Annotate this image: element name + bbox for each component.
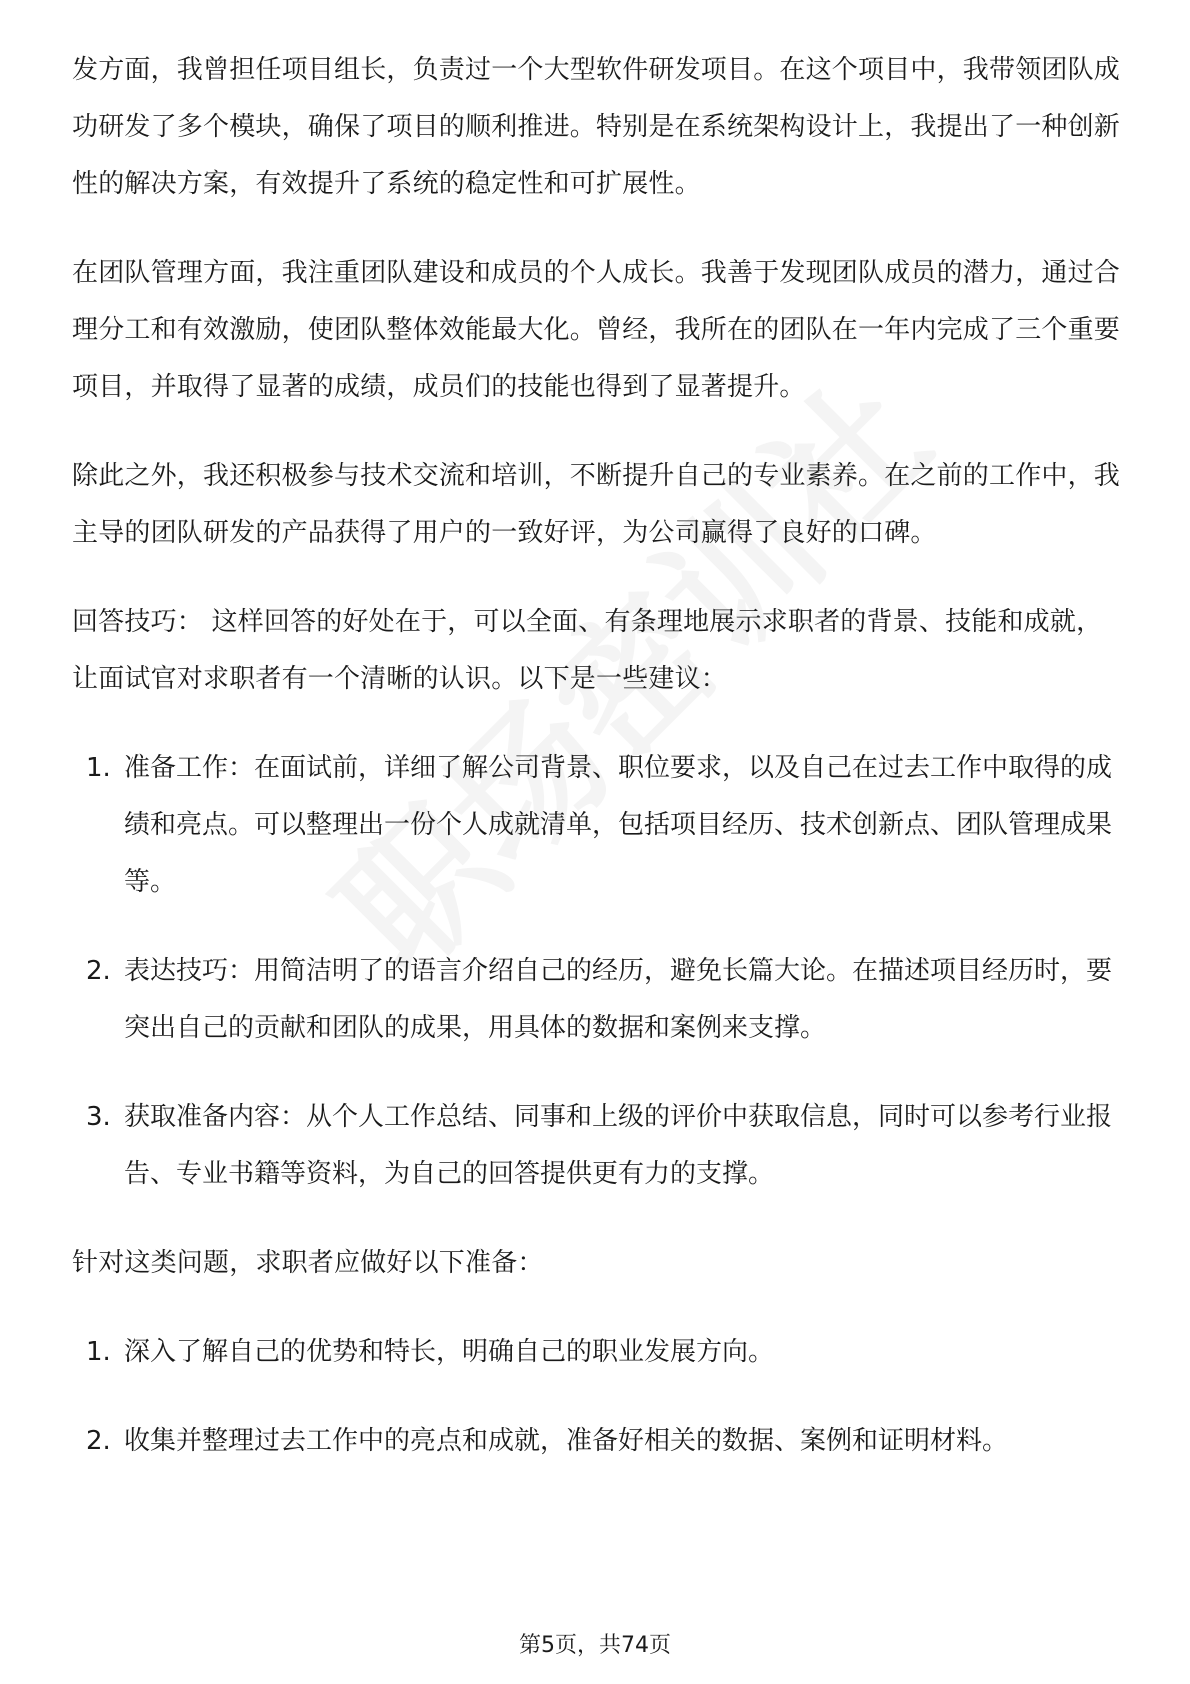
paragraph-prep-intro: 针对这类问题，求职者应做好以下准备： <box>72 1248 544 1278</box>
list-number: 3. <box>86 1102 111 1132</box>
list-item <box>72 1324 1122 1381</box>
paragraph-answer-tips: 回答技巧： 这样回答的好处在于，可以全面、有条理地展示求职者的背景、技能和成就，让面试官对求职者有一个清晰的认识。以下是一些建议： <box>72 607 1103 694</box>
prep-list <box>72 1324 1122 1470</box>
list-item-text: 深入了解自己的优势和特长，明确自己的职业发展方向。 <box>124 1337 775 1367</box>
list-item-text: 获取准备内容：从个人工作总结、同事和上级的评价中获取信息，同时可以参考行业报告、专业书籍等资料，为自己的回答提供更有力的支撑。 <box>124 1102 1113 1189</box>
list-number: 2. <box>86 956 111 986</box>
list-item <box>72 740 1122 911</box>
tips-list <box>72 740 1122 1203</box>
list-item-text: 收集并整理过去工作中的亮点和成就，准备好相关的数据、案例和证明材料。 <box>124 1426 1009 1456</box>
paragraph-tech-exchange: 除此之外，我还积极参与技术交流和培训，不断提升自己的专业素养。在之前的工作中，我主导的团队研发的产品获得了用户的一致好评，为公司赢得了良好的口碑。 <box>72 461 1121 548</box>
page-content <box>72 42 1122 1502</box>
list-number: 1. <box>86 1337 111 1367</box>
list-number: 2. <box>86 1426 111 1456</box>
paragraph-project-experience: 发方面，我曾担任项目组长，负责过一个大型软件研发项目。在这个项目中，我带领团队成功研发了多个模块，确保了项目的顺利推进。特别是在系统架构设计上，我提出了一种创新性的解决方案，有效提升了系统的稳定性和可扩展性。 <box>72 55 1121 199</box>
list-item <box>72 943 1122 1057</box>
paragraph-team-management: 在团队管理方面，我注重团队建设和成员的个人成长。我善于发现团队成员的潜力，通过合理分工和有效激励，使团队整体效能最大化。曾经，我所在的团队在一年内完成了三个重要项目，并取得了显著的成绩，成员们的技能也得到了显著提升。 <box>72 258 1121 402</box>
list-item-text: 表达技巧：用简洁明了的语言介绍自己的经历，避免长篇大论。在描述项目经历时，要突出自己的贡献和团队的成果，用具体的数据和案例来支撑。 <box>124 956 1113 1043</box>
list-item <box>72 1413 1122 1470</box>
list-item-text: 准备工作：在面试前，详细了解公司背景、职位要求，以及自己在过去工作中取得的成绩和亮点。可以整理出一份个人成就清单，包括项目经历、技术创新点、团队管理成果等。 <box>124 753 1113 897</box>
page-footer-page-number: 第5页，共74页 <box>519 1633 671 1658</box>
list-item <box>72 1089 1122 1203</box>
list-number: 1. <box>86 753 111 783</box>
